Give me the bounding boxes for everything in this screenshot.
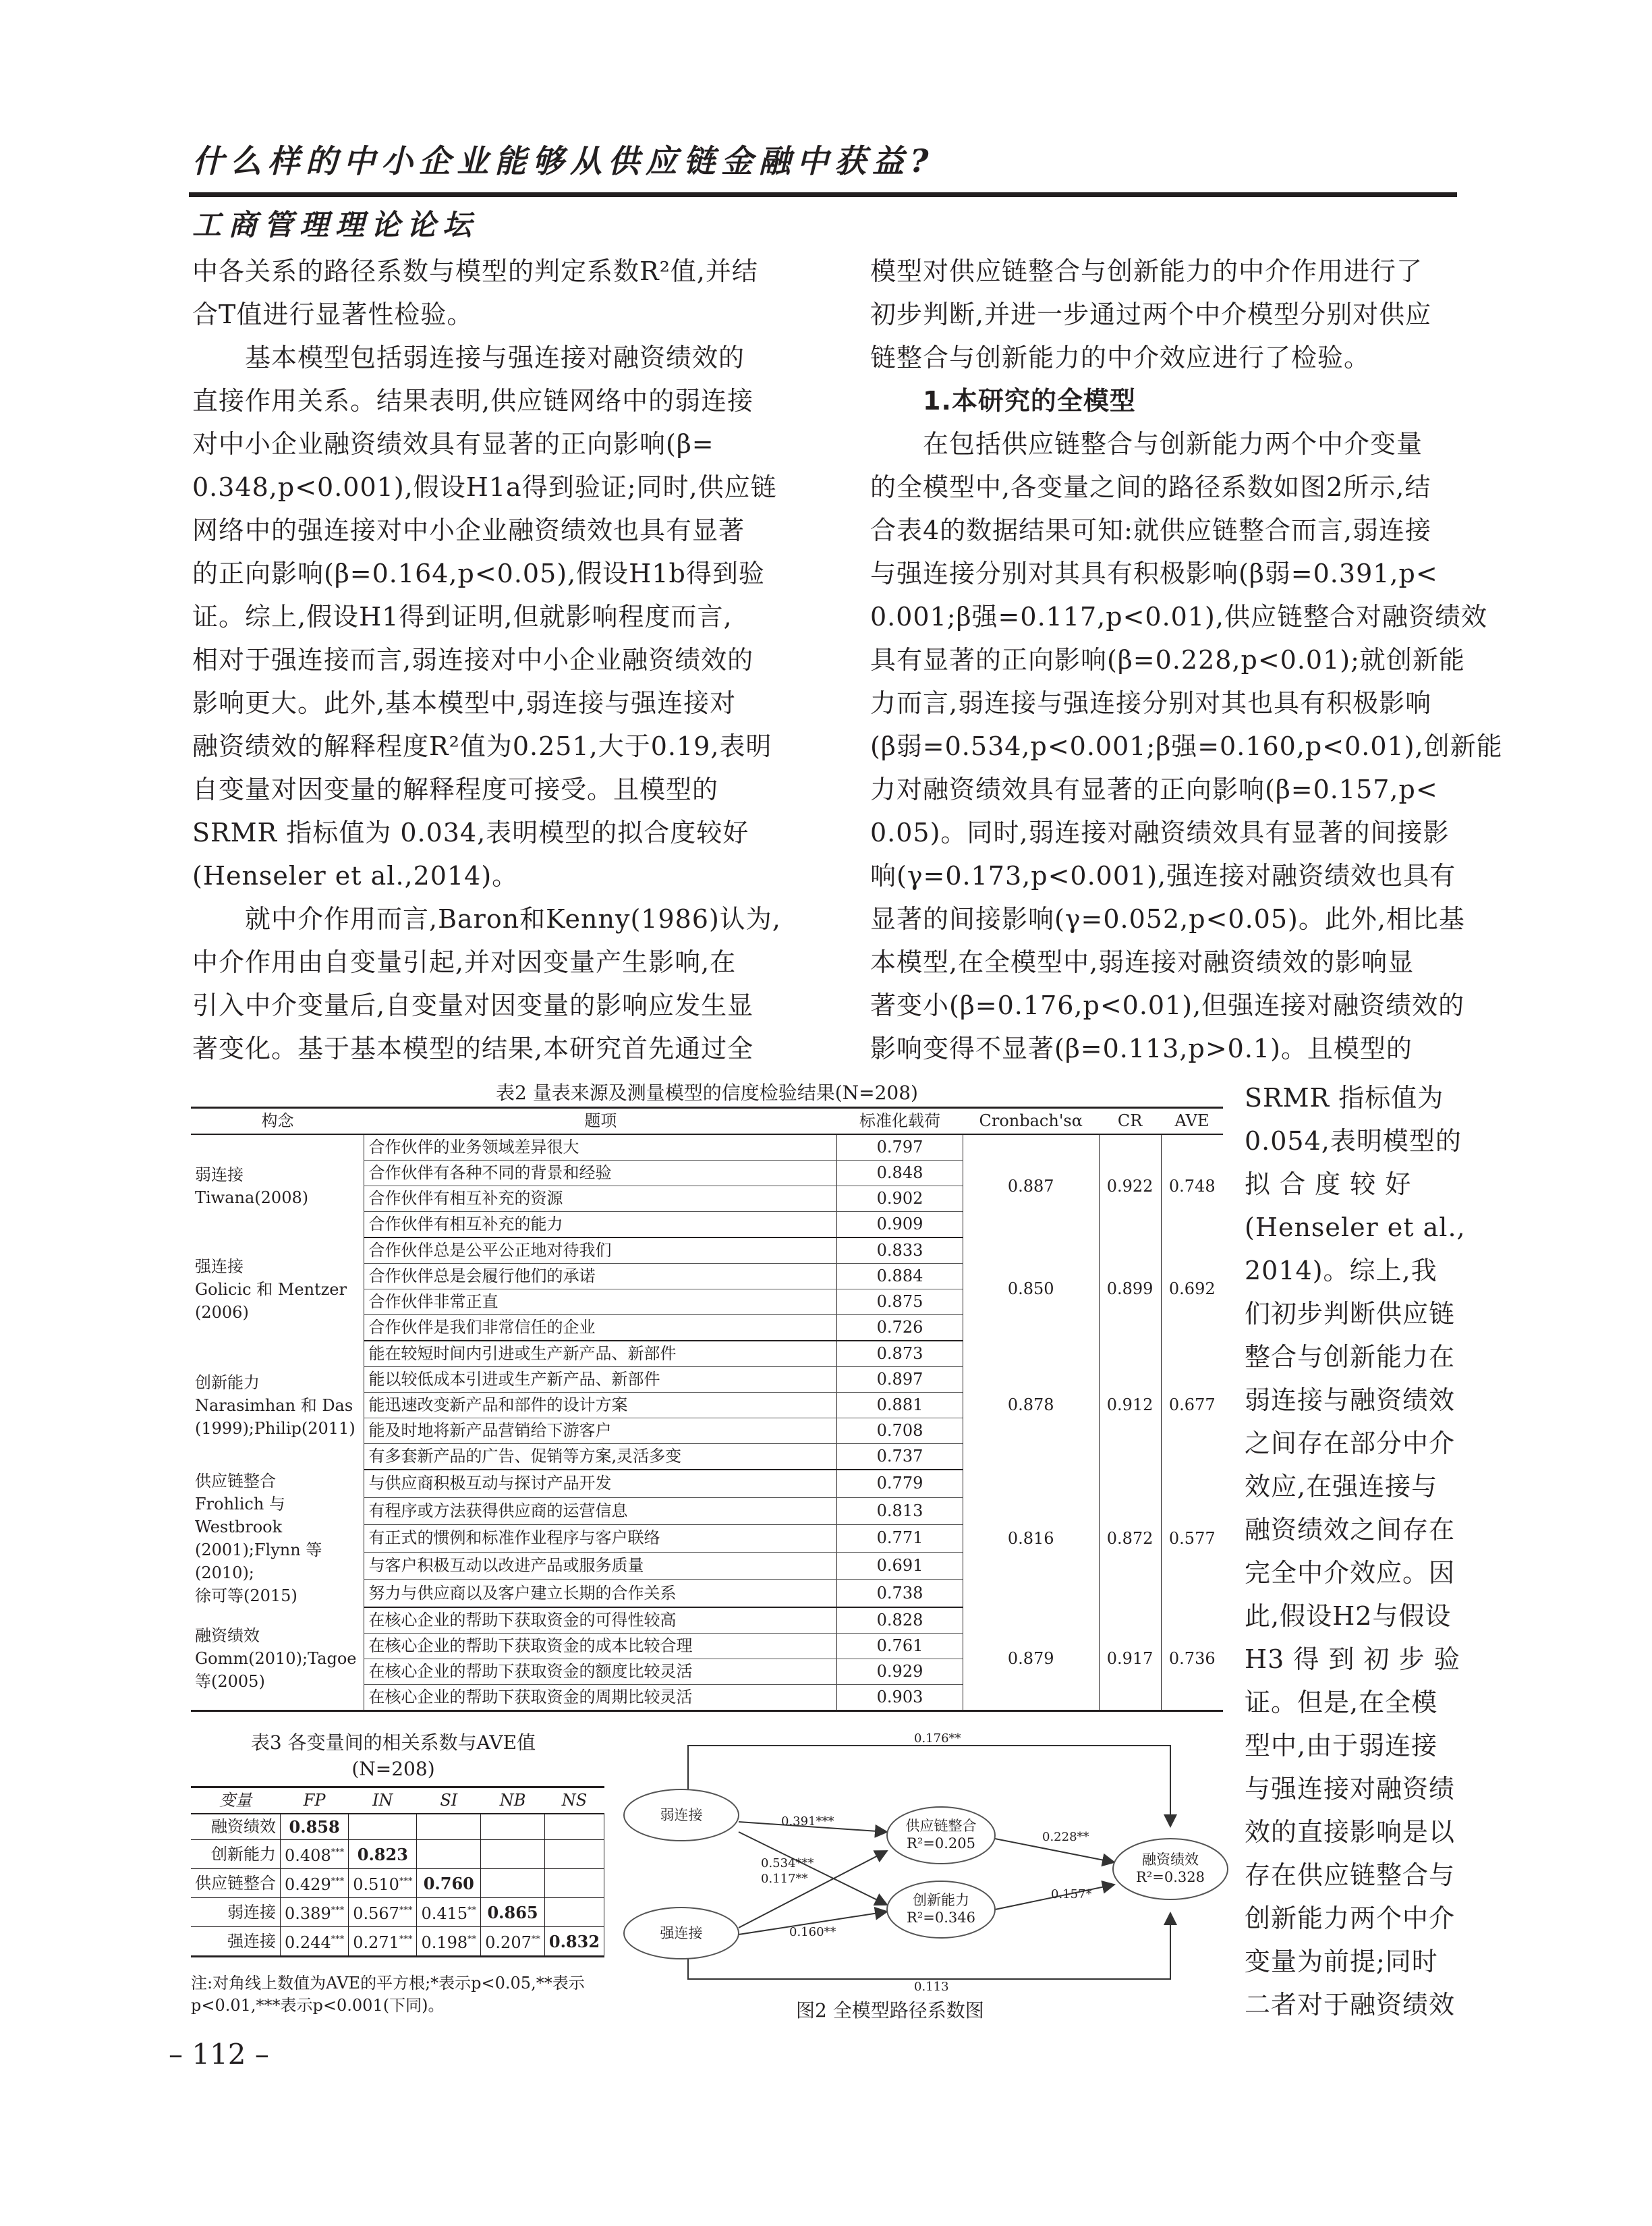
corr-cell	[417, 1840, 481, 1869]
corr-value: 0.567	[353, 1904, 399, 1923]
significance-mark: ***	[399, 1905, 413, 1916]
section-title: 工商管理理论论坛	[192, 208, 478, 242]
table3-row	[191, 1814, 604, 1840]
corr-value: 0.415	[421, 1904, 468, 1923]
item-cell: 在核心企业的帮助下获取资金的成本比较合理	[364, 1634, 837, 1659]
loading-cell: 0.902	[837, 1186, 963, 1212]
left-column	[192, 250, 781, 1070]
node-inn-label: 创新能力	[913, 1892, 969, 1908]
table2-row	[191, 1607, 1223, 1634]
coef-strong-sci: 0.117**	[761, 1872, 808, 1886]
item-cell: 能以较低成本引进或生产新产品、新部件	[364, 1367, 837, 1393]
table2-caption: 表2 量表来源及测量模型的信度检验结果(N=208)	[496, 1082, 918, 1104]
text-line: 0.001;β强=0.117,p<0.01),供应链整合对融资绩效	[870, 602, 1487, 632]
text-line: 0.054,表明模型的	[1245, 1126, 1462, 1156]
table2-row	[191, 1237, 1223, 1264]
corr-cell	[281, 1869, 349, 1898]
text-line: H3 得 到 初 步 验	[1245, 1644, 1460, 1674]
text-line: 力对融资绩效具有显著的正向影响(β=0.157,p<	[870, 775, 1438, 804]
loading-cell: 0.884	[837, 1264, 963, 1289]
text-line: 响(γ=0.173,p<0.001),强连接对融资绩效也具有	[870, 861, 1456, 891]
corr-cell	[281, 1898, 349, 1927]
item-cell: 在核心企业的帮助下获取资金的周期比较灵活	[364, 1685, 837, 1711]
corr-cell	[349, 1869, 417, 1898]
text-line: 之间存在部分中介	[1245, 1428, 1456, 1458]
text-line: 引入中介变量后,自变量对因变量的影响应发生显	[192, 991, 754, 1020]
table2-header-cell: 构念	[191, 1108, 364, 1135]
loading-cell: 0.929	[837, 1659, 963, 1685]
loading-cell: 0.903	[837, 1685, 963, 1711]
corr-cell	[544, 1898, 604, 1927]
loading-cell: 0.771	[837, 1525, 963, 1553]
text-line: 弱连接与融资绩效	[1245, 1385, 1456, 1415]
item-cell: 有程序或方法获得供应商的运营信息	[364, 1497, 837, 1525]
corr-value: 0.823	[357, 1844, 408, 1864]
cr-cell: 0.899	[1099, 1237, 1161, 1341]
table3-header-cell: SI	[417, 1787, 481, 1814]
cr-cell: 0.922	[1099, 1134, 1161, 1237]
alpha-cell: 0.887	[963, 1134, 1099, 1237]
table3-row	[191, 1898, 604, 1927]
cr-cell: 0.872	[1099, 1470, 1161, 1607]
table2-header-row	[191, 1108, 1223, 1135]
text-line: 影响更大。此外,基本模型中,弱连接与强连接对	[192, 688, 737, 718]
variable-cell: 弱连接	[191, 1898, 281, 1927]
path-diagram	[607, 1731, 1457, 1994]
corr-value: 0.198	[421, 1933, 468, 1952]
header-rule	[189, 192, 1457, 197]
text-line: 力而言,弱连接与强连接分别对其也具有积极影响	[870, 688, 1432, 718]
table3-header-cell: FP	[281, 1787, 349, 1814]
item-cell: 努力与供应商以及客户建立长期的合作关系	[364, 1580, 837, 1607]
coef-strong-inn: 0.160**	[789, 1925, 836, 1939]
table3-header-cell: NB	[481, 1787, 545, 1814]
loading-cell: 0.691	[837, 1552, 963, 1580]
text-line: 效应,在强连接与	[1245, 1472, 1438, 1501]
significance-mark: **	[467, 1905, 477, 1916]
ave-cell: 0.692	[1161, 1237, 1223, 1341]
node-sci-label: 供应链整合	[905, 1818, 977, 1834]
corr-value: 0.429	[285, 1875, 331, 1894]
corr-cell	[281, 1840, 349, 1869]
table3-header-row	[191, 1787, 604, 1814]
item-cell: 合作伙伴非常正直	[364, 1289, 837, 1315]
text-line: 的正向影响(β=0.164,p<0.05),假设H1b得到验	[192, 559, 765, 588]
loading-cell: 0.708	[837, 1418, 963, 1444]
corr-value: 0.865	[487, 1902, 538, 1922]
item-cell: 合作伙伴是我们非常信任的企业	[364, 1315, 837, 1341]
corr-cell	[417, 1927, 481, 1957]
text-line: 2014)。综上,我	[1245, 1256, 1437, 1285]
node-fp-label: 融资绩效	[1142, 1852, 1199, 1868]
table2-row	[191, 1470, 1223, 1497]
text-line: 证。但是,在全模	[1245, 1688, 1438, 1717]
loading-cell: 0.848	[837, 1161, 963, 1186]
item-cell: 有多套新产品的广告、促销等方案,灵活多变	[364, 1444, 837, 1470]
coef-inn-fp: 0.157*	[1051, 1887, 1092, 1901]
loading-cell: 0.813	[837, 1497, 963, 1525]
text-line: 0.05)。同时,弱连接对融资绩效具有显著的间接影	[870, 818, 1450, 847]
alpha-cell: 0.816	[963, 1470, 1099, 1607]
text-line: 们初步判断供应链	[1245, 1299, 1456, 1329]
corr-cell	[417, 1814, 481, 1840]
running-title: 什么样的中小企业能够从供应链金融中获益?	[192, 143, 935, 180]
text-line: 初步判断,并进一步通过两个中介模型分别对供应	[870, 300, 1432, 329]
table3	[191, 1786, 604, 1957]
text-line: 中各关系的路径系数与模型的判定系数R²值,并结	[192, 256, 758, 286]
loading-cell: 0.909	[837, 1212, 963, 1238]
text-line: (Henseler et al.,2014)。	[192, 861, 519, 891]
text-line: 具有显著的正向影响(β=0.228,p<0.01);就创新能	[870, 645, 1465, 675]
text-line: 自变量对因变量的解释程度可接受。且模型的	[192, 775, 719, 804]
text-line: (Henseler et al.,	[1245, 1213, 1466, 1242]
text-line: 直接作用关系。结果表明,供应链网络中的弱连接	[192, 386, 754, 416]
text-line: 影响变得不显著(β=0.113,p>0.1)。且模型的	[870, 1034, 1413, 1063]
ave-cell: 0.736	[1161, 1607, 1223, 1711]
significance-mark: ***	[331, 1847, 345, 1858]
corr-cell	[349, 1927, 417, 1957]
significance-mark: ***	[331, 1905, 345, 1916]
text-line: 存在供应链整合与	[1245, 1860, 1456, 1890]
item-cell: 合作伙伴总是公平公正地对待我们	[364, 1237, 837, 1264]
corr-value: 0.244	[285, 1933, 331, 1952]
variable-cell: 供应链整合	[191, 1869, 281, 1898]
item-cell: 能迅速改变新产品和部件的设计方案	[364, 1393, 837, 1418]
coef-weak-inn: 0.534***	[761, 1856, 814, 1870]
text-line: 在包括供应链整合与创新能力两个中介变量	[923, 429, 1423, 459]
coef-sci-fp: 0.228**	[1042, 1830, 1089, 1844]
corr-value: 0.760	[423, 1873, 474, 1893]
text-line: 网络中的强连接对中小企业融资绩效也具有显著	[192, 516, 745, 545]
corr-cell	[349, 1814, 417, 1840]
node-fp-r2: R²=0.328	[1136, 1869, 1205, 1885]
table3-row	[191, 1840, 604, 1869]
coef-weak-sci: 0.391***	[781, 1814, 834, 1829]
alpha-cell: 0.850	[963, 1237, 1099, 1341]
text-line: 0.348,p<0.001),假设H1a得到验证;同时,供应链	[192, 472, 777, 502]
loading-cell: 0.873	[837, 1341, 963, 1367]
corr-cell	[349, 1898, 417, 1927]
corr-cell	[544, 1927, 604, 1957]
table2-row	[191, 1134, 1223, 1161]
table2-header-cell: Cronbach'sα	[963, 1108, 1099, 1135]
right-column	[870, 250, 1503, 1070]
corr-value: 0.271	[353, 1933, 399, 1952]
item-cell: 合作伙伴有各种不同的背景和经验	[364, 1161, 837, 1186]
significance-mark: **	[531, 1935, 540, 1945]
corr-value: 0.408	[285, 1846, 331, 1865]
text-line: 著变小(β=0.176,p<0.01),但强连接对融资绩效的	[870, 991, 1465, 1020]
text-line: 合表4的数据结果可知:就供应链整合而言,弱连接	[870, 516, 1432, 545]
page-number: – 112 –	[169, 2038, 269, 2071]
table2-header-cell: 题项	[364, 1108, 837, 1135]
text-line: 二者对于融资绩效	[1245, 1990, 1456, 2020]
text-line: 型中,由于弱连接	[1245, 1731, 1438, 1760]
table2-header-cell: CR	[1099, 1108, 1161, 1135]
corr-cell	[417, 1898, 481, 1927]
table3-header-cell: NS	[544, 1787, 604, 1814]
corr-value: 0.832	[548, 1931, 600, 1951]
ave-cell: 0.748	[1161, 1134, 1223, 1237]
corr-cell	[349, 1840, 417, 1869]
text-line: (β弱=0.534,p<0.001;β强=0.160,p<0.01),创新能	[870, 731, 1503, 761]
table3-row	[191, 1869, 604, 1898]
item-cell: 与供应商积极互动与探讨产品开发	[364, 1470, 837, 1497]
item-cell: 能在较短时间内引进或生产新产品、新部件	[364, 1341, 837, 1367]
text-line: 链整合与创新能力的中介效应进行了检验。	[870, 343, 1371, 372]
loading-cell: 0.897	[837, 1367, 963, 1393]
item-cell: 有正式的惯例和标准作业程序与客户联络	[364, 1525, 837, 1553]
text-line: 变量为前提;同时	[1245, 1947, 1438, 1976]
table3-caption-n: (N=208)	[351, 1758, 435, 1780]
text-line: SRMR 指标值为	[1245, 1083, 1444, 1113]
table2-header-cell: AVE	[1161, 1108, 1223, 1135]
table2	[191, 1107, 1223, 1712]
text-line: 的全模型中,各变量之间的路径系数如图2所示,结	[870, 472, 1431, 502]
construct-cell: 创新能力 Narasimhan 和 Das (1999);Philip(2011)	[195, 1372, 355, 1438]
node-sci-r2: R²=0.205	[907, 1835, 975, 1852]
corr-value: 0.858	[289, 1817, 340, 1837]
construct-cell: 融资绩效 Gomm(2010);Tagoe 等(2005)	[195, 1626, 357, 1691]
text-line: 中介作用由自变量引起,并对因变量产生影响,在	[192, 947, 737, 977]
text-line: 证。综上,假设H1得到证明,但就影响程度而言,	[192, 602, 733, 632]
loading-cell: 0.875	[837, 1289, 963, 1315]
construct-cell: 弱连接 Tiwana(2008)	[195, 1165, 309, 1207]
text-line: 此,假设H2与假设	[1245, 1601, 1452, 1631]
corr-cell	[544, 1840, 604, 1869]
text-line: 拟 合 度 较 好	[1245, 1169, 1412, 1199]
text-line: SRMR 指标值为 0.034,表明模型的拟合度较好	[192, 818, 749, 847]
loading-cell: 0.738	[837, 1580, 963, 1607]
cr-cell: 0.917	[1099, 1607, 1161, 1711]
item-cell: 合作伙伴有相互补充的能力	[364, 1212, 837, 1238]
loading-cell: 0.797	[837, 1134, 963, 1161]
variable-cell: 强连接	[191, 1927, 281, 1957]
construct-cell: 强连接 Golicic 和 Mentzer (2006)	[195, 1256, 347, 1322]
corr-cell	[544, 1869, 604, 1898]
alpha-cell: 0.878	[963, 1341, 1099, 1470]
figure2-caption: 图2 全模型路径系数图	[796, 1999, 984, 2022]
variable-cell: 创新能力	[191, 1840, 281, 1869]
item-cell: 合作伙伴的业务领域差异很大	[364, 1134, 837, 1161]
item-cell: 能及时地将新产品营销给下游客户	[364, 1418, 837, 1444]
significance-mark: ***	[399, 1876, 413, 1887]
text-line: 整合与创新能力在	[1245, 1342, 1456, 1372]
table3-header-cell: 变量	[191, 1787, 281, 1814]
corr-cell	[281, 1814, 349, 1840]
coef-weak-fp: 0.176**	[914, 1731, 961, 1746]
corr-cell	[481, 1869, 545, 1898]
cr-cell: 0.912	[1099, 1341, 1161, 1470]
text-line: 创新能力两个中介	[1245, 1903, 1456, 1933]
text-line: 相对于强连接而言,弱连接对中小企业融资绩效的	[192, 645, 754, 675]
text-line: 与强连接对融资绩	[1245, 1774, 1456, 1804]
loading-cell: 0.726	[837, 1315, 963, 1341]
loading-cell: 0.828	[837, 1607, 963, 1634]
ave-cell: 0.577	[1161, 1470, 1223, 1607]
significance-mark: **	[467, 1935, 477, 1945]
table3-row	[191, 1927, 604, 1957]
corr-value: 0.510	[353, 1875, 399, 1894]
text-line: 基本模型包括弱连接与强连接对融资绩效的	[245, 343, 745, 372]
text-line: 融资绩效之间存在	[1245, 1515, 1456, 1545]
corr-value: 0.389	[285, 1904, 331, 1923]
table3-note: 注:对角线上数值为AVE的平方根;*表示p<0.05,**表示p<0.01,***表示p<0.001(下同)。	[191, 1974, 585, 2015]
loading-cell: 0.881	[837, 1393, 963, 1418]
table2-header-cell: 标准化载荷	[837, 1108, 963, 1135]
text-line: 效的直接影响是以	[1245, 1817, 1456, 1847]
ave-cell: 0.677	[1161, 1341, 1223, 1470]
corr-value: 0.207	[485, 1933, 532, 1952]
text-line: 就中介作用而言,Baron和Kenny(1986)认为,	[245, 904, 781, 934]
node-strong-label: 强连接	[660, 1925, 703, 1941]
significance-mark: ***	[331, 1935, 345, 1945]
item-cell: 合作伙伴总是会履行他们的承诺	[364, 1264, 837, 1289]
item-cell: 在核心企业的帮助下获取资金的额度比较灵活	[364, 1659, 837, 1685]
coef-strong-fp: 0.113	[914, 1980, 949, 1994]
node-weak-label: 弱连接	[660, 1807, 703, 1823]
corr-cell	[281, 1927, 349, 1957]
corr-cell	[481, 1814, 545, 1840]
item-cell: 在核心企业的帮助下获取资金的可得性较高	[364, 1607, 837, 1634]
loading-cell: 0.761	[837, 1634, 963, 1659]
text-line: 1.本研究的全模型	[923, 386, 1136, 416]
corr-cell	[481, 1898, 545, 1927]
text-line: 对中小企业融资绩效具有显著的正向影响(β=	[192, 429, 714, 459]
text-line: 完全中介效应。因	[1245, 1558, 1456, 1588]
text-line: 著变化。基于基本模型的结果,本研究首先通过全	[192, 1034, 754, 1063]
construct-cell: 供应链整合 Frohlich 与 Westbrook (2001);Flynn 等 (2010); 徐可等(2015)	[195, 1472, 322, 1605]
text-line: 合T值进行显著性检验。	[192, 300, 474, 329]
item-cell: 合作伙伴有相互补充的资源	[364, 1186, 837, 1212]
variable-cell: 融资绩效	[191, 1814, 281, 1840]
text-line: 与强连接分别对其具有积极影响(β弱=0.391,p<	[870, 559, 1438, 588]
alpha-cell: 0.879	[963, 1607, 1099, 1711]
loading-cell: 0.737	[837, 1444, 963, 1470]
corr-cell	[417, 1869, 481, 1898]
corr-cell	[481, 1840, 545, 1869]
text-line: 融资绩效的解释程度R²值为0.251,大于0.19,表明	[192, 731, 772, 761]
text-line: 模型对供应链整合与创新能力的中介作用进行了	[870, 256, 1423, 286]
significance-mark: ***	[331, 1876, 345, 1887]
text-line: 显著的间接影响(γ=0.052,p<0.05)。此外,相比基	[870, 904, 1465, 934]
table3-caption: 表3 各变量间的相关系数与AVE值	[250, 1731, 536, 1754]
text-line: 本模型,在全模型中,弱连接对融资绩效的影响显	[870, 947, 1415, 977]
corr-cell	[481, 1927, 545, 1957]
significance-mark: ***	[399, 1935, 413, 1945]
table2-row	[191, 1341, 1223, 1367]
loading-cell: 0.779	[837, 1470, 963, 1497]
corr-cell	[544, 1814, 604, 1840]
item-cell: 与客户积极互动以改进产品或服务质量	[364, 1552, 837, 1580]
loading-cell: 0.833	[837, 1237, 963, 1264]
node-inn-r2: R²=0.346	[907, 1910, 975, 1926]
table3-header-cell: IN	[349, 1787, 417, 1814]
